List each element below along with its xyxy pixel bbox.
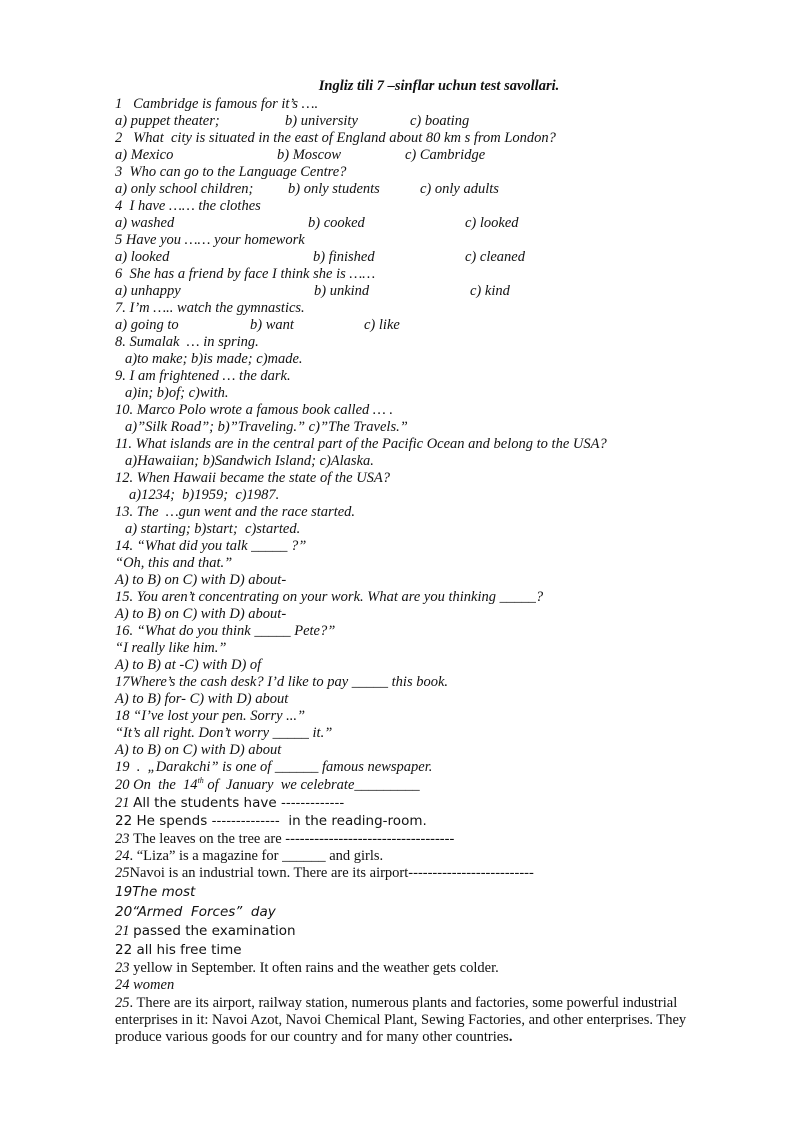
answer-20-text: 20“Armed Forces” day bbox=[115, 904, 276, 920]
options-17: A) to B) for- C) with D) about bbox=[115, 691, 289, 707]
question-23-number: 23 bbox=[115, 831, 134, 847]
options-1 bbox=[115, 113, 715, 130]
answer-24: 24 women bbox=[115, 977, 175, 993]
question-23 bbox=[115, 831, 715, 848]
option-c: c) Cambridge bbox=[405, 147, 486, 163]
options-4 bbox=[115, 215, 715, 232]
question-2: 2 What city is situated in the east of England about 80 km s from London? bbox=[115, 130, 556, 146]
option-b: b) want bbox=[250, 317, 294, 333]
option-c: c) boating bbox=[410, 113, 470, 129]
question-3: 3 Who can go to the Language Centre? bbox=[115, 164, 347, 180]
question-20-blank: _________ bbox=[354, 777, 420, 793]
question-10: 10. Marco Polo wrote a famous book called … . bbox=[115, 402, 394, 418]
options-13: a) starting; b)start; c)started. bbox=[125, 521, 301, 537]
answer-21 bbox=[115, 922, 715, 941]
options-6 bbox=[115, 283, 715, 300]
option-a: a) Mexico bbox=[115, 147, 174, 163]
question-13: 13. The …gun went and the race started. bbox=[115, 504, 356, 520]
question-25 bbox=[115, 865, 715, 882]
question-20-text: of January we celebrate bbox=[203, 777, 355, 793]
option-b: b) Moscow bbox=[277, 147, 342, 163]
option-a: a) only school children; bbox=[115, 181, 254, 197]
page-title: Ingliz tili 7 –sinflar uchun test savollari. bbox=[318, 78, 560, 94]
option-a: a) unhappy bbox=[115, 283, 181, 299]
question-21 bbox=[115, 795, 715, 812]
options-15: A) to B) on C) with D) about- bbox=[115, 606, 287, 622]
option-c: c) looked bbox=[465, 215, 519, 231]
option-a: a) looked bbox=[115, 249, 170, 265]
answer-22-text: 22 all his free time bbox=[115, 942, 242, 958]
options-10: a)”Silk Road”; b)”Traveling.” c)”The Travels.” bbox=[125, 419, 408, 435]
option-b: b) finished bbox=[313, 249, 375, 265]
question-23-text: The leaves on the tree are ----------------------------------- bbox=[133, 831, 455, 847]
option-b: b) unkind bbox=[314, 283, 370, 299]
question-12: 12. When Hawaii became the state of the USA? bbox=[115, 470, 391, 486]
option-a: a) going to bbox=[115, 317, 179, 333]
options-11: a)Hawaiian; b)Sandwich Island; c)Alaska. bbox=[125, 453, 374, 469]
question-11: 11. What islands are in the central part of the Pacific Ocean and belong to the USA? bbox=[115, 436, 607, 452]
question-15: 15. You aren’t concentrating on your work. What are you thinking _____? bbox=[115, 589, 544, 605]
question-21-text: All the students have ------------- bbox=[133, 795, 345, 811]
option-c: c) cleaned bbox=[465, 249, 525, 265]
options-3 bbox=[115, 181, 715, 198]
answer-23-text: yellow in September. It often rains and the weather gets colder. bbox=[133, 960, 499, 976]
option-b: b) cooked bbox=[308, 215, 365, 231]
question-1: 1 Cambridge is famous for it’s …. bbox=[115, 96, 319, 112]
question-8: 8. Sumalak … in spring. bbox=[115, 334, 259, 350]
options-9: a)in; b)of; c)with. bbox=[125, 385, 229, 401]
answer-19 bbox=[115, 882, 715, 902]
question-19: 19 . „Darakchi” is one of ______ famous newspaper. bbox=[115, 759, 433, 775]
options-8: a)to make; b)is made; c)made. bbox=[125, 351, 303, 367]
option-b: b) university bbox=[285, 113, 358, 129]
options-16: A) to B) at -C) with D) of bbox=[115, 657, 262, 673]
options-7 bbox=[115, 317, 715, 334]
options-2 bbox=[115, 147, 715, 164]
answer-25 bbox=[115, 994, 715, 1046]
options-14: A) to B) on C) with D) about- bbox=[115, 572, 287, 588]
question-21-number: 21 bbox=[115, 795, 134, 811]
question-22-text: 22 He spends -------------- in the reading-room. bbox=[115, 813, 427, 829]
option-c: c) kind bbox=[470, 283, 510, 299]
question-16: 16. “What do you think _____ Pete?” bbox=[115, 623, 336, 639]
option-a: a) washed bbox=[115, 215, 175, 231]
options-5 bbox=[115, 249, 715, 266]
question-16-reply: “I really like him.” bbox=[115, 640, 227, 656]
question-24-text: . “Liza” is a magazine for ______ and girls. bbox=[129, 848, 384, 864]
answer-23-number: 23 bbox=[115, 960, 134, 976]
question-17: 17Where’s the cash desk? I’d like to pay _____ this book. bbox=[115, 674, 449, 690]
answer-22 bbox=[115, 941, 715, 960]
question-24 bbox=[115, 848, 715, 865]
option-c: c) only adults bbox=[420, 181, 499, 197]
answer-23 bbox=[115, 960, 715, 977]
answer-19-text: 19The most bbox=[115, 884, 196, 900]
question-5: 5 Have you …… your homework bbox=[115, 232, 305, 248]
answer-25-text: . There are its airport, railway station, numerous plants and factories, some powerful industrial enterprises in it: Navoi Azot, Navoi Chemical Plant, Sewing Factories, and other enterprises. They produce various goods for our country and for many other countries bbox=[115, 995, 687, 1045]
option-c: c) like bbox=[364, 317, 400, 333]
question-7: 7. I’m ….. watch the gymnastics. bbox=[115, 300, 305, 316]
question-24-number: 24 bbox=[115, 848, 130, 864]
question-22 bbox=[115, 812, 715, 831]
answer-25-number: 25 bbox=[115, 995, 130, 1011]
question-6: 6 She has a friend by face I think she is …… bbox=[115, 266, 376, 282]
question-9: 9. I am frightened … the dark. bbox=[115, 368, 291, 384]
option-b: b) only students bbox=[288, 181, 380, 197]
question-20-sup: th bbox=[197, 776, 204, 786]
options-12: a)1234; b)1959; c)1987. bbox=[129, 487, 280, 503]
question-18-reply: “It’s all right. Don’t worry _____ it.” bbox=[115, 725, 333, 741]
question-20-number: 20 On the 14 bbox=[115, 777, 198, 793]
options-18: A) to B) on C) with D) about bbox=[115, 742, 282, 758]
document-body bbox=[115, 76, 715, 1046]
question-20 bbox=[115, 776, 715, 795]
answer-20 bbox=[115, 902, 715, 922]
question-4: 4 I have …… the clothes bbox=[115, 198, 261, 214]
question-18: 18 “I’ve lost your pen. Sorry ...” bbox=[115, 708, 306, 724]
option-a: a) puppet theater; bbox=[115, 113, 220, 129]
answer-21-number: 21 bbox=[115, 923, 134, 939]
answer-25-end: . bbox=[508, 1029, 513, 1045]
question-25-number: 25 bbox=[115, 865, 130, 881]
question-14-reply: “Oh, this and that.” bbox=[115, 555, 233, 571]
question-14: 14. “What did you talk _____ ?” bbox=[115, 538, 307, 554]
question-25-text: Navoi is an industrial town. There are its airport-------------------------- bbox=[129, 865, 534, 881]
answer-21-text: passed the examination bbox=[133, 923, 296, 939]
